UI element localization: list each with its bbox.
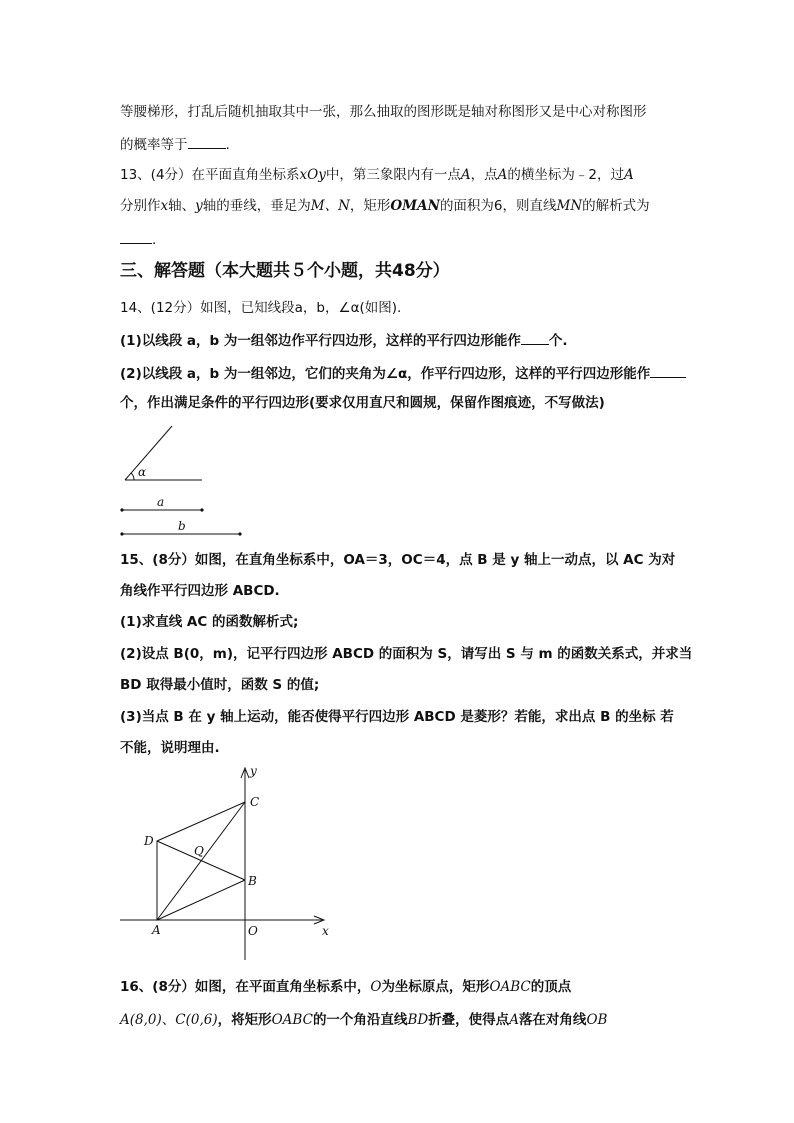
answer-blank <box>650 363 686 378</box>
segment-a-end <box>200 508 203 511</box>
q15-part-3b: 不能，说明理由. <box>120 740 220 756</box>
point-a-label: A <box>152 923 161 937</box>
q14-part-2b: 个，作出满足条件的平行四边形(要求仅用直尺和圆规，保留作图痕迹，不写做法) <box>120 395 605 411</box>
point-b-label: B <box>248 874 257 888</box>
x-label: x <box>322 924 329 938</box>
point-d-label: D <box>144 834 154 848</box>
q15-part-1: (1)求直线 AC 的函数解析式; <box>120 614 299 630</box>
q13-line-1: 13、(4分）在平面直角坐标系xOy中，第三象限内有一点A，点A的横坐标为﹣2，过A <box>120 167 634 183</box>
q15-part-2: (2)设点 B(0，m)，记平行四边形 ABCD 的面积为 S，请写出 S 与 m 的函数关系式，并求当 <box>120 646 693 662</box>
q15-line-2: 角线作平行四边形 ABCD. <box>120 583 280 599</box>
q14-part-2: (2)以线段 a，b 为一组邻边，它们的夹角为∠α，作平行四边形，这样的平行四边形能作 <box>120 363 686 383</box>
q14-part-1: (1)以线段 a，b 为一组邻边作平行四边形，这样的平行四边形能作 个. <box>120 330 568 350</box>
text-line-2: 的概率等于 . <box>120 134 230 154</box>
segment-b-end <box>238 532 241 535</box>
angle-arc <box>131 473 134 480</box>
q16-line-1: 16、(8分）如图，在平面直角坐标系中，O为坐标原点，矩形OABC的顶点 <box>120 979 572 995</box>
fig14-diagram <box>110 418 260 543</box>
fig15-diagram <box>110 760 350 970</box>
angle-ray <box>125 426 172 480</box>
section-3-heading: 三、解答题（本大题共５个小题，共48分） <box>120 261 450 281</box>
point-c-label: C <box>250 795 260 809</box>
segment-a-end <box>120 508 123 511</box>
point-o-label: O <box>248 924 258 938</box>
q15-part-3: (3)当点 B 在 y 轴上运动，能否使得平行四边形 ABCD 是菱形？若能，求出点 B 的坐标 若 <box>120 709 674 725</box>
y-label: y <box>250 764 257 778</box>
q13-line-3: . <box>120 229 156 249</box>
q15-part-2b: BD 取得最小值时，函数 S 的值; <box>120 677 320 693</box>
segment-b-end <box>120 532 123 535</box>
q14-line: 14、(12分）如图，已知线段a，b，∠α(如图). <box>120 300 402 316</box>
answer-blank <box>188 134 226 149</box>
q16-line-2: A(8,0)、C(0,6)，将矩形OABC的一个角沿直线BD折叠，使得点A落在对角线OB <box>120 1012 608 1028</box>
answer-blank <box>120 229 152 244</box>
a-label: a <box>157 495 165 509</box>
q15-line: 15、(8分）如图，在直角坐标系中，OA＝3，OC＝4，点 B 是 y 轴上一动点，以 AC 为对 <box>120 552 676 568</box>
alpha-label: α <box>138 465 147 479</box>
b-label: b <box>178 519 186 533</box>
answer-blank <box>521 330 549 345</box>
q13-line-2: 分别作x轴、y轴的垂线，垂足为M、N，矩形OMAN的面积为6，则直线MN的解析式为 <box>120 198 650 214</box>
text-line-1: 等腰梯形，打乱后随机抽取其中一张，那么抽取的图形既是轴对称图形又是中心对称图形 <box>120 104 647 120</box>
point-q-label: Q <box>194 844 204 858</box>
